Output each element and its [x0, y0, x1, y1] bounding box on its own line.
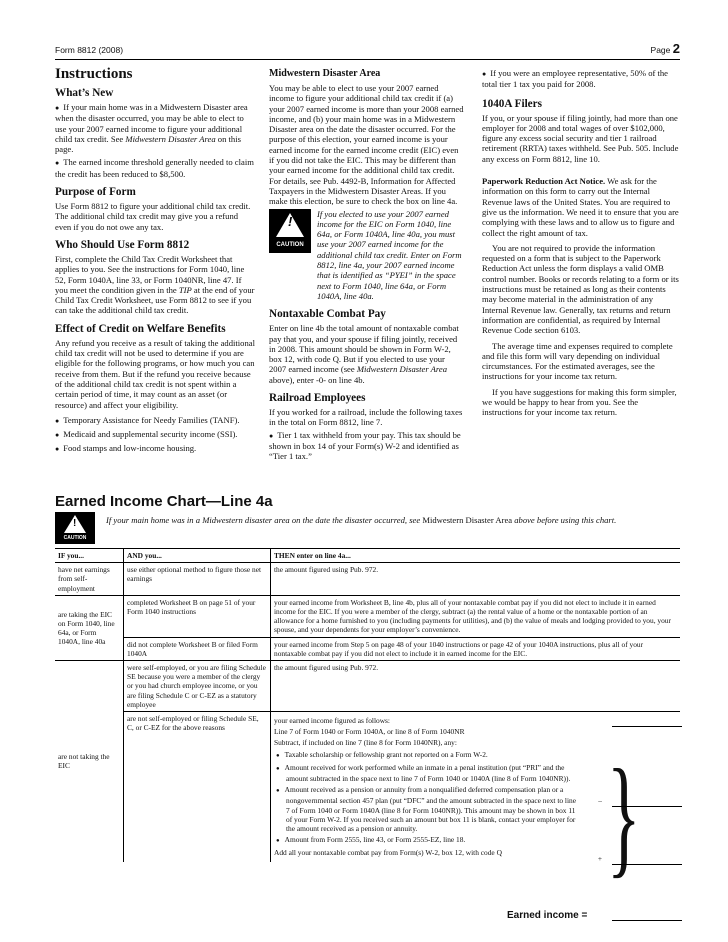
calc-item-2: ● Amount received for work performed while an inmate in a penal institution (put “PRI” and the amount subtracted in the space next to line 7 of Form 1040 or 1040A (line 8 of Form 1040NR)).	[274, 763, 580, 783]
cell: are not self-employed or filing Schedule SE, C, or C-EZ for the above reasons	[124, 712, 271, 862]
cell: have net earnings from self-employment	[55, 563, 124, 596]
header-rule	[55, 59, 680, 60]
cell: completed Worksheet B on page 51 of your Form 1040 instructions	[124, 595, 271, 637]
prn-p3: The average time and expenses required to complete and file this form will vary depending on individual circumstances. For the estimated averages, see the instructions for your income tax return.	[482, 340, 673, 382]
welfare-item-2: ● Medicaid and supplemental security income (SSI).	[55, 429, 256, 440]
wn1-text: If your main home was in a Midwestern Disaster area when the disaster occurred, you may be able to elect to use your 2007 earned income to figure your additional child tax credit. See	[55, 102, 248, 144]
line-7-blank	[612, 726, 682, 727]
earned-income-blank	[612, 920, 682, 921]
who-text	[55, 254, 256, 316]
ncp-a: Enter on line 4b the total amount of nontaxable combat pay that you, and your spouse if filing jointly, received in 2008. This amount should be shown in Form W-2, box 12, with code Q. But if you elected to use your 2007 earned income (see	[269, 323, 459, 375]
prn-p2: You are not required to provide the information requested on a form that is subject to the Paperwork Reduction Act unless the form displays a valid OMB control number. Books or records relating to a form or its instructions must be retained as long as their contents may become material in the administration of any Internal Revenue law. Generally, tax returns and return information are confidential, as required by Internal Revenue Code section 6103.	[482, 242, 679, 336]
earned-income-label: Earned income =	[507, 910, 588, 921]
wn1-link: Midwestern Disaster Area	[125, 133, 216, 144]
col-then: THEN enter on line 4a...	[271, 549, 681, 563]
minus-sign: –	[598, 796, 602, 806]
prn-heading: Paperwork Reduction Act Notice.	[482, 176, 606, 187]
cell: your earned income from Worksheet B, line 4b, plus all of your nontaxable combat pay if you did not elect to include it in earned income for the EIC. If you were a member of the clergy, subtract (a) the rental value of a home or the nontaxable portion of an allowance for a home furnished to you (including payments for utilities), and (b) the value of meals and lodging provided to you, your spouse, and your dependents for your employer’s convenience.	[271, 595, 681, 637]
rr-item-2: ● If you were an employee representative, 50% of the total tier 1 tax you paid for 2008.	[482, 68, 680, 90]
table-row	[55, 637, 680, 660]
plus-sign: +	[597, 854, 602, 864]
page-header	[55, 41, 680, 59]
cell: are taking the EIC on Form 1040, line 64a, or Form 1040A, line 40a	[55, 595, 124, 660]
table-row	[55, 563, 680, 596]
note-a: If your main home was in a Midwestern disaster area on the date the disaster occurred, see	[106, 515, 423, 525]
prn-text	[482, 176, 680, 238]
chart-caution-label: CAUTION	[63, 535, 87, 541]
cell: did not complete Worksheet B or filed Form 1040A	[124, 637, 271, 660]
mda-heading: Midwestern Disaster Area	[269, 68, 381, 79]
ncp-text	[269, 323, 464, 385]
table-row	[55, 661, 680, 712]
caution-text: If you elected to use your 2007 earned income for the EIC on Form 1040, line 64a, or Form 1040A, line 40a, you must use your 2007 earned income for the additional child tax credit. Enter on Form 8812, line 4a, your 2007 earned income that is identified as “PYEI” in the space next to Form 1040, line 64a, or Form 1040A, line 40a.	[317, 208, 462, 301]
table-row	[55, 595, 680, 637]
calc-combat: Add all your nontaxable combat pay from Form(s) W-2, box 12, with code Q	[274, 848, 502, 858]
whats-new-item-1	[55, 102, 256, 154]
chart-caution-icon: ! CAUTION	[55, 512, 95, 544]
mda-text: You may be able to elect to use your 2007 earned income to figure your additional child tax credit if (a) your 2007 earned income is more than your 2008 earned income, and (b) your main home was in a Midwestern Disaster area on the date the disaster occurred. For the purpose of this election, your earned income is your earned income for the earned income credit (EIC) even if you did not take the EIC. This may be different than your earned income for the additional child tax credit. For details, see Pub. 4492-B, Information for Affected Taxpayers in the Midwestern Disaster Areas. If you make this election, be sure to check the box on line 4a.	[269, 83, 464, 207]
page-number	[651, 41, 680, 56]
rr-heading: Railroad Employees	[269, 392, 366, 405]
ncp-c: above), enter -0- on line 4b.	[269, 374, 365, 385]
who-tip: TIP	[178, 284, 192, 295]
who-heading: Who Should Use Form 8812	[55, 238, 190, 251]
who-a: First, complete the Child Tax Credit Worksheet that applies to you. See the instructions for Form 1040, line 52, Form 1040A, line 33, or Form 1040NR, line 47. If you meet the condition given in the	[55, 253, 245, 295]
column-3	[482, 68, 680, 423]
eic-table	[55, 548, 680, 891]
instructions-title: Instructions	[55, 66, 133, 82]
f1040a-heading: 1040A Filers	[482, 97, 542, 110]
combat-blank	[612, 864, 682, 865]
caution-label: CAUTION	[276, 241, 304, 248]
who-c: at the end of your Child Tax Credit Worksheet, use Form 8812 to see if you can take the additional child tax credit.	[55, 284, 255, 316]
rr-item-1: ● Tier 1 tax withheld from your pay. This tax should be shown in box 14 of your Form(s) W-2 and identified as “Tier 1 tax.”	[269, 430, 464, 462]
cell: the amount figured using Pub. 972.	[271, 563, 681, 596]
form-id: Form 8812 (2008)	[55, 45, 124, 55]
caution-icon: ! CAUTION	[269, 209, 311, 253]
rr-text: If you worked for a railroad, include the following taxes in the total on Form 8812, line 7.	[269, 407, 463, 428]
cell: your earned income from Step 5 on page 48 of your 1040 instructions or page 42 of your 1040A instructions, plus all of your nontaxable combat pay if you did not elect to include it in earned income for the EIC.	[271, 637, 681, 660]
f1040a-text: If you, or your spouse if filing jointly, had more than one employer for 2008 and total wages of over $102,000, figure any excess social security and tier 1 railroad retirement (RRTA) taxes withheld. See Pub. 505. Include any excess on Form 8812, line 10.	[482, 112, 679, 164]
col-and: AND you...	[124, 549, 271, 563]
cell: were self-employed, or you are filing Schedule SE because you were a member of the clergy or you had church employee income, or you are filing Schedule C or C-EZ as a statutory employee	[124, 661, 271, 712]
calc-intro: your earned income figured as follows:	[274, 716, 390, 726]
table-row	[55, 712, 680, 862]
calc-item-4: ● Amount from Form 2555, line 43, or Form 2555-EZ, line 18.	[274, 835, 580, 846]
column-1	[55, 64, 256, 458]
cell: use either optional method to figure those net earnings	[124, 563, 271, 596]
brace: }	[607, 744, 641, 891]
eic-note	[106, 515, 676, 526]
eic-title: Earned Income Chart—Line 4a	[55, 493, 273, 510]
caution-block	[269, 209, 464, 302]
cell: the amount figured using Pub. 972.	[271, 661, 681, 712]
whats-new-heading: What’s New	[55, 87, 114, 99]
purpose-heading: Purpose of Form	[55, 186, 136, 199]
subtract-blank	[612, 806, 682, 807]
ncp-link: Midwestern Disaster Area	[356, 364, 448, 375]
ncp-heading: Nontaxable Combat Pay	[269, 308, 386, 321]
purpose-text: Use Form 8812 to figure your additional child tax credit. The additional child tax credit may give you a refund even if you do not owe any tax.	[55, 201, 251, 232]
welfare-item-1: ● Temporary Assistance for Needy Families (TANF).	[55, 415, 256, 426]
calc-item-1: ● Taxable scholarship or fellowship grant not reported on a Form W-2.	[274, 750, 580, 761]
calc-line7: Line 7 of Form 1040 or Form 1040A, or line 8 of Form 1040NR	[274, 727, 465, 737]
page-label: Page	[650, 45, 671, 55]
wn1-end: on this page.	[55, 133, 241, 155]
effect-text: Any refund you receive as a result of taking the additional child tax credit will not be used to determine if you are eligible for the following programs, or how much you can receive from them. But if the refund you receive because of the additional child tax credit is not spent within a certain period of time, it may count as an asset (or resource) and affect your eligibility.	[55, 337, 255, 410]
calc-subtract: Subtract, if included on line 7 (line 8 for Form 1040NR), any:	[274, 738, 457, 748]
calc-item-3: ● Amount received as a pension or annuity from a nonqualified deferred compensation plan or a nongovernmental section 457 plan (put “DFC” and the amount subtracted in the space next to line 7 of Form 1040 or Form 1040A (line 8 for Form 1040NR)). This amount may be shown in box 11 of your Form W-2. If you received such an amount but box 11 is blank, contact your employer for the amount received as a pension or annuity.	[274, 785, 580, 833]
column-2	[269, 68, 464, 465]
prn-p4: If you have suggestions for making this form simpler, we would be happy to hear from you. See the instructions for your income tax return.	[482, 386, 677, 418]
welfare-item-3: ● Food stamps and low-income housing.	[55, 443, 256, 454]
cell: are not taking the EIC	[55, 661, 124, 862]
note-c: above before using this chart.	[512, 515, 617, 525]
col-if: IF you...	[55, 549, 124, 563]
prn-body: We ask for the information on this form to carry out the Internal Revenue laws of the United States. You are required to give us the information. We need it to ensure that you are complying with these laws and to allow us to figure and collect the right amount of tax.	[482, 176, 679, 238]
effect-heading: Effect of Credit on Welfare Benefits	[55, 322, 226, 335]
page-num: 2	[672, 41, 680, 56]
whats-new-item-2: ● The earned income threshold generally needed to claim the credit has been reduced to $8,500.	[55, 157, 256, 179]
cell	[271, 712, 681, 891]
note-link: Midwestern Disaster Area	[422, 515, 513, 525]
